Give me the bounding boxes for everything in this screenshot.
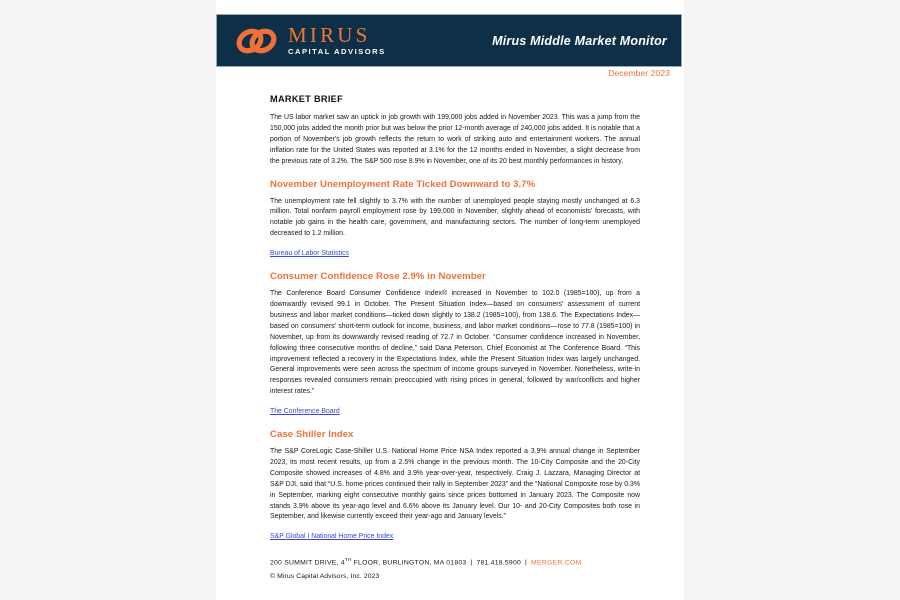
footer-separator-1: | bbox=[470, 559, 473, 567]
page-footer bbox=[270, 557, 650, 580]
intro-paragraph: The US labor market saw an uptick in job growth with 199,000 jobs added in November 2023. This was a jump from the 150,000 jobs added the month prior but was below the prior 12-month average of 240,000 jobs added. It is notable that a portion of November's job growth reflects the return to work of striking auto and entertainment workers. The annual inflation rate for the United States was reported at 3.1% for the 12 months ended in November, a slight decrease from the previous rate of 3.2%. The S&P 500 rose 8.9% in November, one of its 20 best monthly performances in history. bbox=[270, 114, 640, 165]
document-body bbox=[270, 94, 640, 554]
footer-address-ordinal: TH bbox=[344, 557, 352, 562]
footer-separator-2: | bbox=[525, 559, 528, 567]
brand-name: MIRUS bbox=[288, 23, 371, 48]
footer-contact-line bbox=[270, 557, 650, 566]
newsletter-page bbox=[216, 0, 684, 600]
footer-address-part1: 200 SUMMIT DRIVE, 4 bbox=[270, 559, 345, 567]
footer-phone[interactable]: 781.418.5900 bbox=[476, 559, 522, 567]
brand-logo[interactable] bbox=[235, 25, 386, 56]
page-title: MARKET BRIEF bbox=[270, 94, 344, 104]
publication-title: Mirus Middle Market Monitor bbox=[492, 33, 667, 48]
section-heading-consumer-confidence: Consumer Confidence Rose 2.9% in November bbox=[270, 271, 486, 283]
section-body-case-shiller: The S&P CoreLogic Case-Shiller U.S. National Home Price NSA Index reported a 3.9% annual change in September 2023, its most recent results, up from a 2.5% change in the previous month. The 10-City Composite and the 20-City Composite showed increases of 4.8% and 3.9% year-over-year, respectively. Craig J. Lazzara, Managing Director at S&P DJI, said that “U.S. home prices continued their rally in September 2023” and the “National Composite rose by 0.3% in September, marking eight consecutive monthly gains since prices bottomed in January 2023. The Composite now stands 3.9% above its year-ago level and 6.6% above its January level. Our 10- and 20-City Composites both rose in September, and likewise currently exceed their year-ago and January levels.” bbox=[270, 448, 640, 521]
section-body-consumer-confidence: The Conference Board Consumer Confidence Index® increased in November to 102.0 (1985=100), up from a downwardly revised 99.1 in October. The Present Situation Index—based on consumers' assessment of current business and labor market conditions—ticked down slightly to 138.2 (1985=100), from 138.6. The Expectations Index—based on consumers' short-term outlook for income, business, and labor market conditions—rose to 77.8 (1985=100) in November, up from its downwardly revised reading of 72.7 in October. “Consumer confidence increased in November, following three consecutive months of decline,” said Dana Peterson, Chief Economist at The Conference Board. “This improvement reflected a recovery in the Expectations Index, while the Present Situation Index was largely unchanged. General improvements were seen across the spectrum of income groups surveyed in November. Nonetheless, write-in responses revealed consumers remain preoccupied with rising prices in general, followed by war/conflicts and higher interest rates.” bbox=[270, 290, 640, 396]
footer-address-part2: FLOOR, BURLINGTON, MA 01803 bbox=[351, 559, 467, 567]
brand-tagline: CAPITAL ADVISORS bbox=[288, 47, 386, 57]
source-link-bureau-of-labor-statistics[interactable]: Bureau of Labor Statistics bbox=[270, 250, 349, 258]
footer-copyright: © Mirus Capital Advisors, Inc. 2023 bbox=[270, 573, 380, 581]
source-link-the-conference-board[interactable]: The Conference Board bbox=[270, 408, 340, 416]
footer-website-link[interactable]: MERGER.COM bbox=[531, 559, 582, 567]
section-body-unemployment: The unemployment rate fell slightly to 3.7% with the number of unemployed people staying mostly unchanged at 6.3 million. Total nonfarm payroll employment rose by 199,000 in November, slightly ahead of economists' forecasts, with notable job gains in the health care, government, and manufacturing sectors. The number of long-term unemployed decreased to 1.2 million. bbox=[270, 197, 640, 238]
brand-wordmark bbox=[288, 25, 386, 56]
issue-date: December 2023 bbox=[608, 68, 670, 78]
section-heading-unemployment: November Unemployment Rate Ticked Downward to 3.7% bbox=[270, 178, 536, 190]
source-link-sp-global-home-price-index[interactable]: S&P Global I National Home Price Index bbox=[270, 533, 394, 541]
section-heading-case-shiller: Case Shiller Index bbox=[270, 429, 354, 441]
header-banner bbox=[216, 14, 682, 67]
mirus-interlocking-rings-logo-icon bbox=[235, 26, 279, 56]
